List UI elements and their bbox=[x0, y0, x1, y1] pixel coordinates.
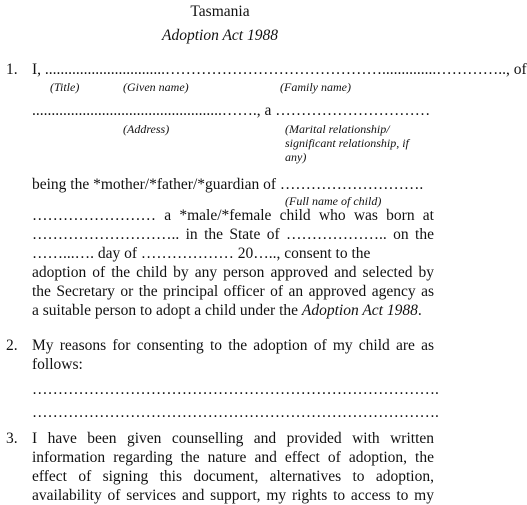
act-name-heading: Adoption Act 1988 bbox=[162, 27, 278, 44]
clause-1-line-5: ……………………….. in the State of ……………….. on the bbox=[32, 226, 434, 243]
clause-1-number: 1. bbox=[6, 61, 18, 78]
label-marital-relationship-3: any) bbox=[285, 150, 307, 164]
clause-1-line-9-prefix: a suitable person to adopt a child under the bbox=[32, 302, 302, 319]
clause-2-number: 2. bbox=[6, 337, 18, 354]
clause-3-line-2: information regarding the nature and effect of adoption, the bbox=[32, 449, 434, 466]
clause-1-line-4: …………………… a *male/*female child who was born at bbox=[32, 207, 434, 224]
label-family-name: (Family name) bbox=[280, 80, 351, 94]
clause-1-line-9-suffix: . bbox=[417, 302, 422, 319]
clause-2-line-1: My reasons for consenting to the adoption of my child are as bbox=[32, 337, 434, 354]
clause-3-line-3: effect of signing this document, alternatives to adoption, bbox=[32, 468, 434, 485]
label-marital-relationship-2: significant relationship, if bbox=[285, 136, 409, 150]
clause-3-line-4: availability of services and support, my rights to access to my bbox=[32, 487, 434, 504]
act-reference: Adoption Act 1988 bbox=[301, 302, 418, 319]
label-given-name: (Given name) bbox=[123, 80, 189, 94]
label-address: (Address) bbox=[123, 122, 170, 136]
clause-2-line-2: follows: bbox=[32, 356, 83, 373]
reasons-blank-line-2: ……………………………………………………………………. bbox=[32, 404, 439, 421]
clause-1-line-9 bbox=[32, 302, 422, 320]
label-marital-relationship-1: (Marital relationship/ bbox=[285, 122, 390, 136]
jurisdiction-heading: Tasmania bbox=[190, 3, 250, 20]
clause-3-line-1: I have been given counselling and provided with written bbox=[32, 430, 434, 447]
clause-1-line-8: the Secretary or the principal officer of an approved agency as bbox=[32, 283, 434, 300]
clause-3-number: 3. bbox=[6, 430, 18, 447]
label-child-name: (Full name of child) bbox=[285, 194, 382, 208]
clause-1-address-line: .................................................……., a ………………………… bbox=[32, 102, 431, 119]
clause-1-line-7: adoption of the child by any person approved and selected by bbox=[32, 264, 434, 281]
reasons-blank-line-1: ……………………………………………………………………. bbox=[32, 381, 439, 398]
label-title: (Title) bbox=[50, 80, 80, 94]
clause-1-name-line: I, ...............................……………………………………..............………….., of bbox=[32, 61, 527, 78]
clause-1-line-6: ……...…. day of ……………… 20….., consent to the bbox=[32, 245, 371, 262]
clause-1-relationship-line: being the *mother/*father/*guardian of ………………………. bbox=[32, 176, 424, 193]
